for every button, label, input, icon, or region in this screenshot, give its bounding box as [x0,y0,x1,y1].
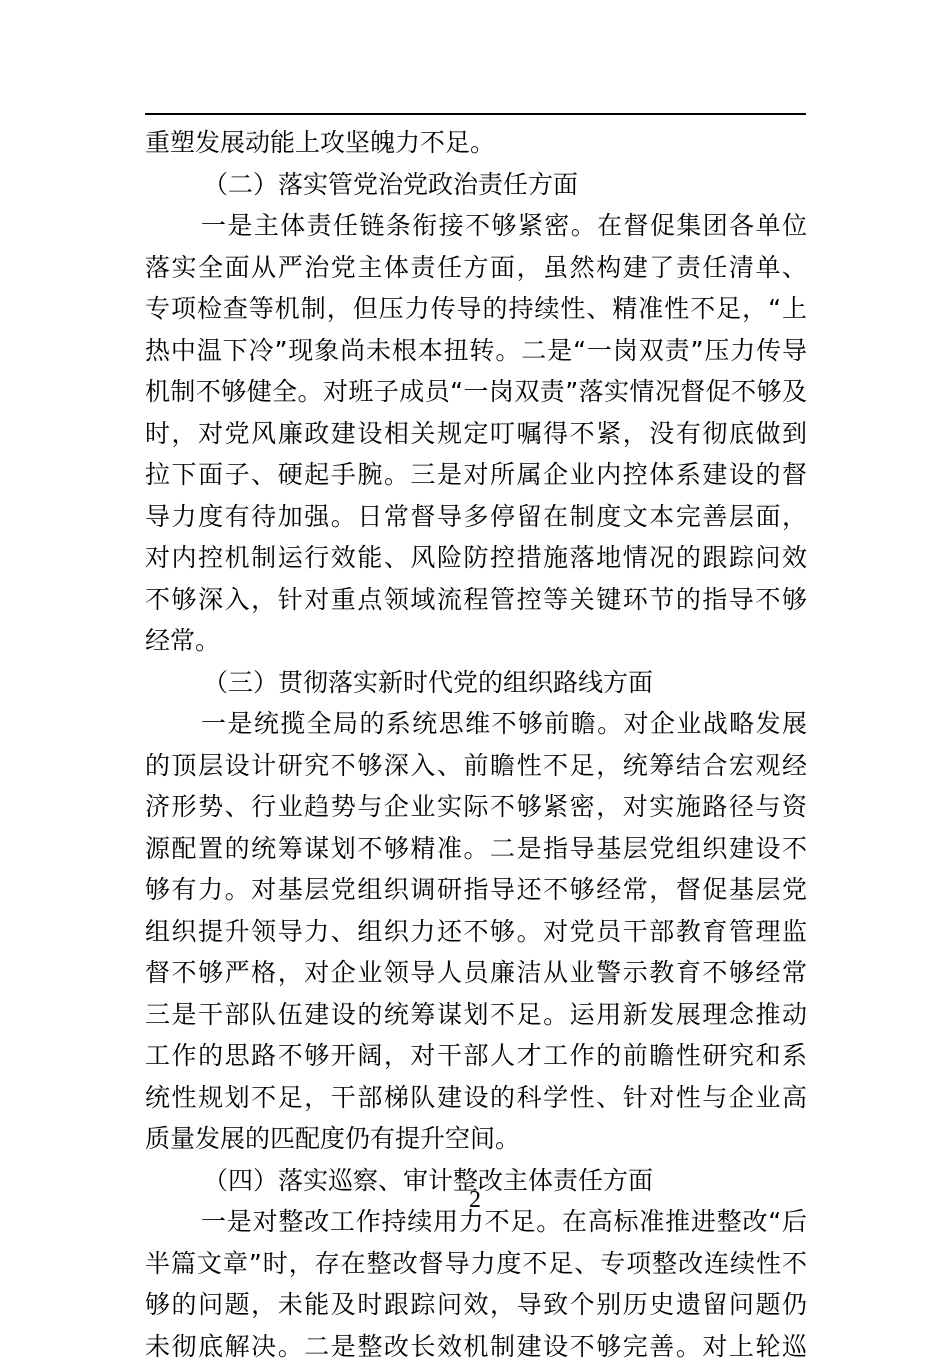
text-line: 不够深入，针对重点领域流程管控等关键环节的指导不够 [145,579,807,621]
text-line: 一是统揽全局的系统思维不够前瞻。对企业战略发展 [145,703,807,745]
text-line: 对内控机制运行效能、风险防控措施落地情况的跟踪问效 [145,537,807,579]
text-line: 济形势、行业趋势与企业实际不够紧密，对实施路径与资 [145,786,807,828]
section-heading-2: （二）落实管党治党政治责任方面 [145,164,807,206]
text-line: 统性规划不足，干部梯队建设的科学性、针对性与企业高 [145,1077,807,1119]
text-line: 导力度有待加强。日常督导多停留在制度文本完善层面， [145,496,807,538]
text-line: 源配置的统筹谋划不够精准。二是指导基层党组织建设不 [145,828,807,870]
section-heading-4: （四）落实巡察、审计整改主体责任方面 [145,1160,807,1202]
text-line: 一是主体责任链条衔接不够紧密。在督促集团各单位 [145,205,807,247]
text-line: 未彻底解决。二是整改长效机制建设不够完善。对上轮巡 [145,1326,807,1367]
header-rule [145,113,806,115]
text-line: 的顶层设计研究不够深入、前瞻性不足，统筹结合宏观经 [145,745,807,787]
text-line: 热中温下冷”现象尚未根本扭转。二是“一岗双责”压力传导 [145,330,807,372]
page-number: 2 [0,1187,950,1214]
text-line: 质量发展的匹配度仍有提升空间。 [145,1118,807,1160]
text-line: 重塑发展动能上攻坚魄力不足。 [145,122,807,164]
text-line: 专项检查等机制，但压力传导的持续性、精准性不足，“上 [145,288,807,330]
text-line: 三是干部队伍建设的统筹谋划不足。运用新发展理念推动 [145,994,807,1036]
text-line: 够有力。对基层党组织调研指导还不够经常，督促基层党 [145,869,807,911]
text-line: 够的问题，未能及时跟踪问效，导致个别历史遗留问题仍 [145,1284,807,1326]
text-line: 时，对党风廉政建设相关规定叮嘱得不紧，没有彻底做到 [145,413,807,455]
text-line: 工作的思路不够开阔，对干部人才工作的前瞻性研究和系 [145,1035,807,1077]
body-text [145,122,807,1367]
text-line: 督不够严格，对企业领导人员廉洁从业警示教育不够经常 [145,952,807,994]
text-line: 组织提升领导力、组织力还不够。对党员干部教育管理监 [145,911,807,953]
text-line: 落实全面从严治党主体责任方面，虽然构建了责任清单、 [145,247,807,289]
text-line: 一是对整改工作持续用力不足。在高标准推进整改“后 [145,1201,807,1243]
text-line: 机制不够健全。对班子成员“一岗双责”落实情况督促不够及 [145,371,807,413]
section-heading-3: （三）贯彻落实新时代党的组织路线方面 [145,662,807,704]
text-line: 拉下面子、硬起手腕。三是对所属企业内控体系建设的督 [145,454,807,496]
text-line: 半篇文章”时，存在整改督导力度不足、专项整改连续性不 [145,1243,807,1285]
text-line: 经常。 [145,620,807,662]
